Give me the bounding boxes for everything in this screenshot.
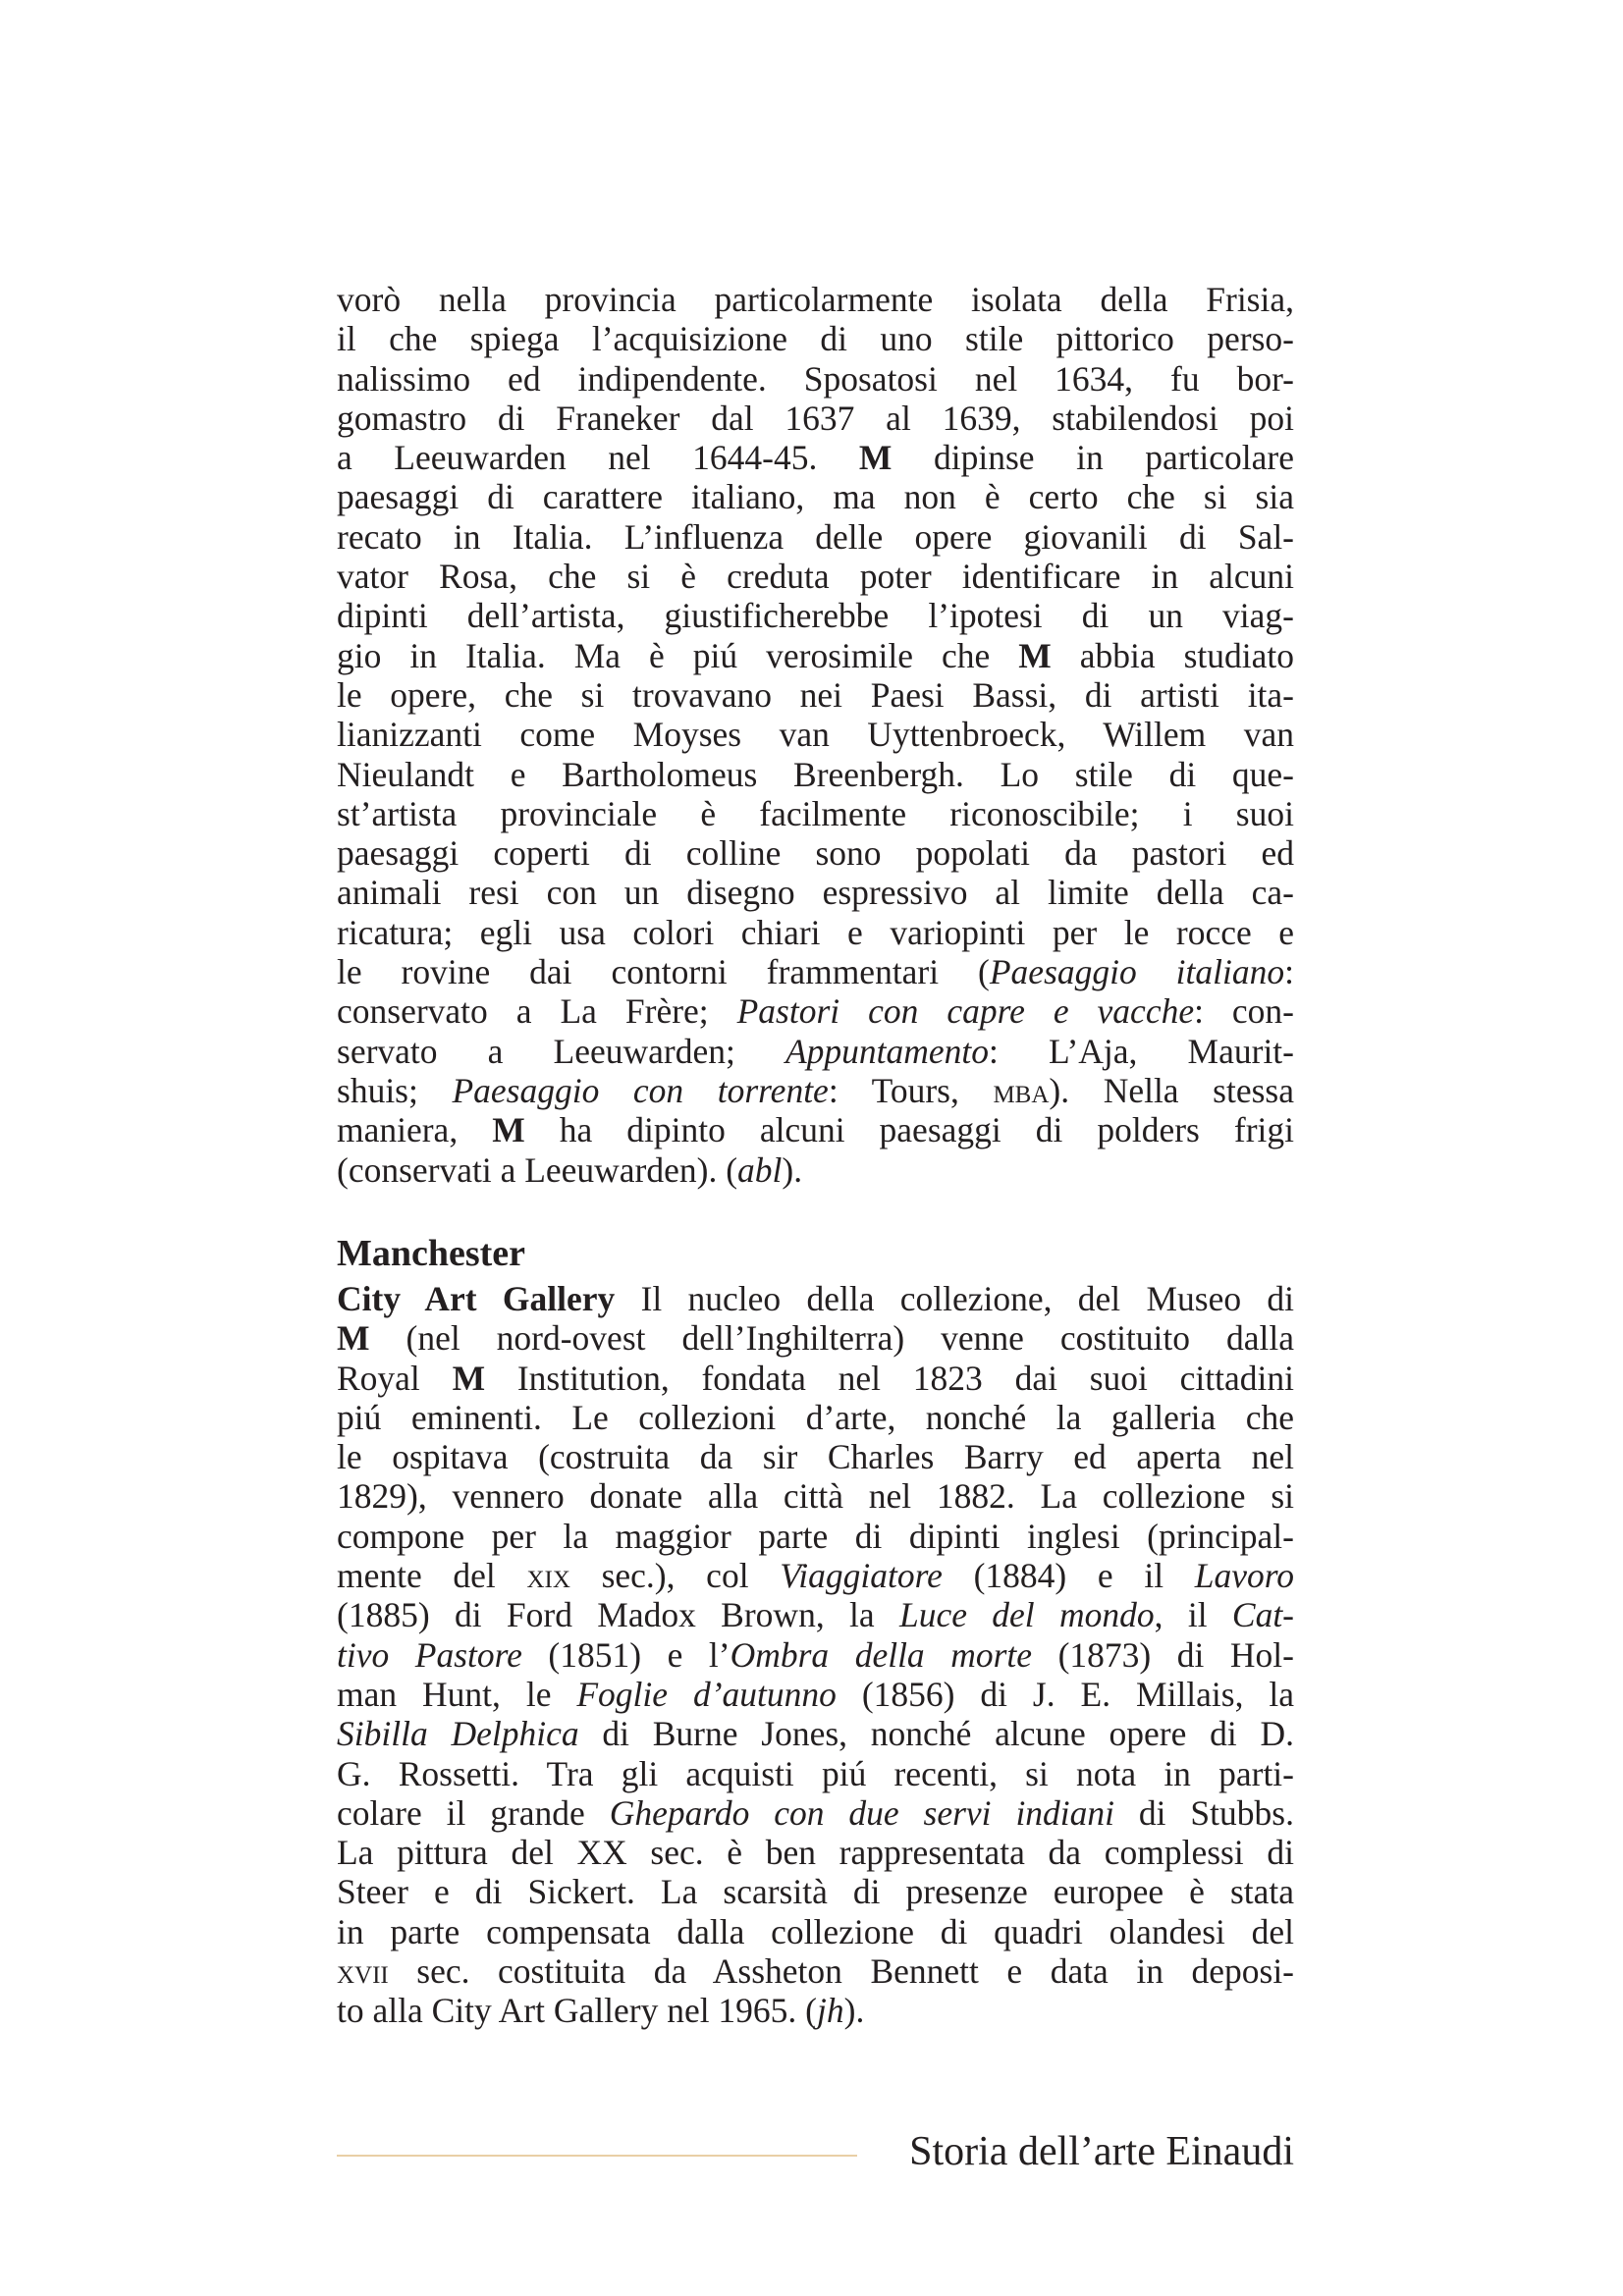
artist_entry-line bbox=[337, 715, 1294, 754]
italic-text: Luce del mondo bbox=[898, 1595, 1155, 1635]
text-run: 1829), vennero donate alla città nel 1882. La collezione si bbox=[337, 1476, 1294, 1517]
text-run: Steer e di Sickert. La scarsità di presenze europee è stata bbox=[337, 1872, 1294, 1912]
footer-rule bbox=[337, 2155, 857, 2157]
artist_entry-line bbox=[337, 319, 1294, 358]
italic-text: Appuntamento bbox=[784, 1031, 990, 1071]
text-run: ). bbox=[782, 1149, 803, 1190]
artist_entry-line bbox=[337, 1150, 1294, 1190]
text-run: dipinse in particolare bbox=[892, 438, 1294, 478]
text-run: compone per la maggior parte di dipinti inglesi (principal- bbox=[337, 1516, 1294, 1556]
text-run: gio in Italia. Ma è piú verosimile che bbox=[337, 635, 1019, 675]
text-run: le ospitava (costruita da sir Charles Barry ed aperta nel bbox=[337, 1437, 1294, 1477]
bold-text: City Art Gallery bbox=[337, 1279, 616, 1318]
italic-text: tivo Pastore bbox=[337, 1634, 522, 1675]
text-run: le rovine dai contorni frammentari ( bbox=[337, 952, 990, 992]
artist_entry-line bbox=[337, 596, 1294, 635]
text-run: conservato a La Frère; bbox=[337, 991, 737, 1032]
text-run: gomastro di Franeker dal 1637 al 1639, stabilendosi poi bbox=[337, 398, 1294, 438]
bold-text: M bbox=[492, 1110, 525, 1150]
text-run: nalissimo ed indipendente. Sposatosi nel 1634, fu bor- bbox=[337, 358, 1294, 399]
text-run: : bbox=[1284, 952, 1294, 992]
artist_entry-line bbox=[337, 675, 1294, 715]
text-run: di Stubbs. bbox=[1114, 1792, 1294, 1833]
manchester_entry-line bbox=[337, 1437, 1294, 1476]
small-caps-text: xix bbox=[526, 1556, 570, 1596]
italic-text: Cat- bbox=[1231, 1595, 1295, 1635]
text-run: paesaggi di carattere italiano, ma non è certo che si sia bbox=[337, 477, 1294, 517]
manchester_entry-line bbox=[337, 1517, 1294, 1556]
text-run: abbia studiato bbox=[1051, 635, 1294, 675]
text-run: ricatura; egli usa colori chiari e variopinti per le rocce e bbox=[337, 912, 1294, 952]
text-run: sec.), col bbox=[569, 1556, 781, 1596]
artist_entry-line bbox=[337, 438, 1294, 477]
text-run: man Hunt, le bbox=[337, 1674, 577, 1714]
artist_entry-line bbox=[337, 991, 1294, 1031]
italic-text: jh bbox=[817, 1991, 844, 2031]
footer-title: Storia dell’arte Einaudi bbox=[909, 2129, 1294, 2174]
artist_entry-line bbox=[337, 913, 1294, 952]
manchester_entry-line bbox=[337, 1675, 1294, 1714]
text-run: vator Rosa, che si è creduta poter identificare in alcuni bbox=[337, 557, 1294, 597]
manchester_entry-line bbox=[337, 1793, 1294, 1833]
text-run: (conservati a Leeuwarden). ( bbox=[337, 1149, 738, 1190]
manchester_entry-line bbox=[337, 1556, 1294, 1595]
artist_entry-line bbox=[337, 557, 1294, 596]
artist_entry-line bbox=[337, 359, 1294, 399]
italic-text: Foglie d’autunno bbox=[576, 1674, 837, 1714]
text-run: G. Rossetti. Tra gli acquisti piú recenti, si nota in parti- bbox=[337, 1753, 1294, 1793]
small-caps-text: xvii bbox=[337, 1951, 389, 1992]
text-run: le opere, che si trovavano nei Paesi Bassi, di artisti ita- bbox=[337, 674, 1294, 715]
text-run: : Tours, bbox=[828, 1070, 994, 1110]
manchester_entry-line bbox=[337, 1912, 1294, 1951]
italic-text: Ghepardo con due servi indiani bbox=[609, 1792, 1115, 1833]
text-run: : L’Aja, Maurit- bbox=[989, 1031, 1294, 1071]
bold-text: M bbox=[858, 438, 893, 478]
text-run: in parte compensata dalla collezione di quadri olandesi del bbox=[337, 1911, 1294, 1951]
manchester_entry-line bbox=[337, 1359, 1294, 1398]
text-run: Royal bbox=[337, 1358, 453, 1398]
manchester-entry bbox=[337, 1232, 1294, 2031]
text-run: vorò nella provincia particolarmente isolata della Frisia, bbox=[337, 280, 1294, 319]
artist_entry-line bbox=[337, 1071, 1294, 1110]
artist_entry-line bbox=[337, 1032, 1294, 1071]
artist_entry-line bbox=[337, 636, 1294, 675]
bold-text: M bbox=[337, 1318, 370, 1359]
italic-text: Sibilla Delphica bbox=[337, 1714, 579, 1754]
text-run: (1885) di Ford Madox Brown, la bbox=[337, 1595, 899, 1635]
manchester-entry-text bbox=[337, 1279, 1294, 2031]
manchester_entry-line bbox=[337, 1398, 1294, 1437]
manchester_entry-line bbox=[337, 1991, 1294, 2030]
manchester_entry-line bbox=[337, 1951, 1294, 1991]
text-run: : con- bbox=[1194, 991, 1294, 1032]
text-run: La pittura del XX sec. è ben rappresentata da complessi di bbox=[337, 1833, 1294, 1873]
text-run: Il nucleo della collezione, del Museo di bbox=[615, 1279, 1294, 1318]
text-run: (1884) e il bbox=[942, 1556, 1195, 1596]
text-run: il che spiega l’acquisizione di uno stile pittorico perso- bbox=[337, 319, 1294, 359]
artist_entry-line bbox=[337, 477, 1294, 516]
text-run: recato in Italia. L’influenza delle opere giovanili di Sal- bbox=[337, 516, 1294, 557]
artist_entry-line bbox=[337, 794, 1294, 833]
artist_entry-line bbox=[337, 280, 1294, 319]
manchester_entry-line bbox=[337, 1714, 1294, 1753]
text-run: lianizzanti come Moyses van Uyttenbroeck, Willem van bbox=[337, 715, 1294, 755]
artist_entry-line bbox=[337, 833, 1294, 873]
text-run: paesaggi coperti di colline sono popolati da pastori ed bbox=[337, 833, 1294, 874]
text-run: ). bbox=[843, 1991, 865, 2031]
text-run: to alla City Art Gallery nel 1965. ( bbox=[337, 1991, 818, 2031]
artist_entry-line bbox=[337, 399, 1294, 438]
text-run: sec. costituita da Assheton Bennett e data in deposi- bbox=[388, 1951, 1294, 1992]
text-run: dipinti dell’artista, giustificherebbe l’ipotesi di un viag- bbox=[337, 596, 1294, 636]
text-run: (1851) e l’ bbox=[521, 1634, 730, 1675]
text-run: (1873) di Hol- bbox=[1032, 1634, 1294, 1675]
artist_entry-line bbox=[337, 952, 1294, 991]
artist_entry-line bbox=[337, 873, 1294, 912]
text-run: piú eminenti. Le collezioni d’arte, nonché la galleria che bbox=[337, 1397, 1294, 1437]
manchester_entry-line bbox=[337, 1595, 1294, 1634]
text-run: maniera, bbox=[337, 1110, 493, 1150]
text-run: , il bbox=[1154, 1595, 1232, 1635]
italic-text: Viaggiatore bbox=[780, 1556, 943, 1596]
italic-text: Lavoro bbox=[1194, 1556, 1294, 1596]
artist_entry-line bbox=[337, 517, 1294, 557]
manchester_entry-line bbox=[337, 1872, 1294, 1911]
text-run: a Leeuwarden nel 1644-45. bbox=[337, 438, 859, 478]
text-run: ). Nella stessa bbox=[1049, 1070, 1294, 1110]
text-run: animali resi con un disegno espressivo al limite della ca- bbox=[337, 873, 1294, 913]
text-run: (nel nord-ovest dell’Inghilterra) venne costituito dalla bbox=[369, 1318, 1294, 1359]
text-run: shuis; bbox=[337, 1070, 453, 1110]
bold-text: M bbox=[452, 1358, 486, 1398]
italic-text: Ombra della morte bbox=[730, 1634, 1033, 1675]
manchester_entry-line bbox=[337, 1833, 1294, 1872]
artist-entry-text bbox=[337, 280, 1294, 1190]
text-run: ha dipinto alcuni paesaggi di polders frigi bbox=[524, 1110, 1294, 1150]
bold-text: M bbox=[1018, 635, 1052, 675]
text-run: Institution, fondata nel 1823 dai suoi cittadini bbox=[485, 1358, 1294, 1398]
text-run: Nieulandt e Bartholomeus Breenbergh. Lo stile di que- bbox=[337, 754, 1294, 794]
artist_entry-line bbox=[337, 755, 1294, 794]
section-heading-manchester: Manchester bbox=[337, 1233, 526, 1274]
artist_entry-line bbox=[337, 1110, 1294, 1149]
manchester_entry-line bbox=[337, 1635, 1294, 1675]
manchester_entry-line bbox=[337, 1754, 1294, 1793]
italic-text: Paesaggio con torrente bbox=[452, 1070, 829, 1110]
manchester_entry-line bbox=[337, 1279, 1294, 1318]
manchester_entry-line bbox=[337, 1476, 1294, 1516]
text-run: di Burne Jones, nonché alcune opere di D. bbox=[578, 1714, 1294, 1754]
text-run: mente del bbox=[337, 1556, 527, 1596]
small-caps-text: mba bbox=[993, 1070, 1050, 1110]
text-run: servato a Leeuwarden; bbox=[337, 1031, 785, 1071]
italic-text: Pastori con capre e vacche bbox=[736, 991, 1195, 1032]
text-run: (1856) di J. E. Millais, la bbox=[836, 1674, 1294, 1714]
manchester_entry-line bbox=[337, 1318, 1294, 1358]
italic-text: Paesaggio italiano bbox=[989, 952, 1285, 992]
text-run: colare il grande bbox=[337, 1792, 610, 1833]
italic-text: abl bbox=[737, 1149, 783, 1190]
text-run: st’artista provinciale è facilmente riconoscibile; i suoi bbox=[337, 793, 1294, 833]
